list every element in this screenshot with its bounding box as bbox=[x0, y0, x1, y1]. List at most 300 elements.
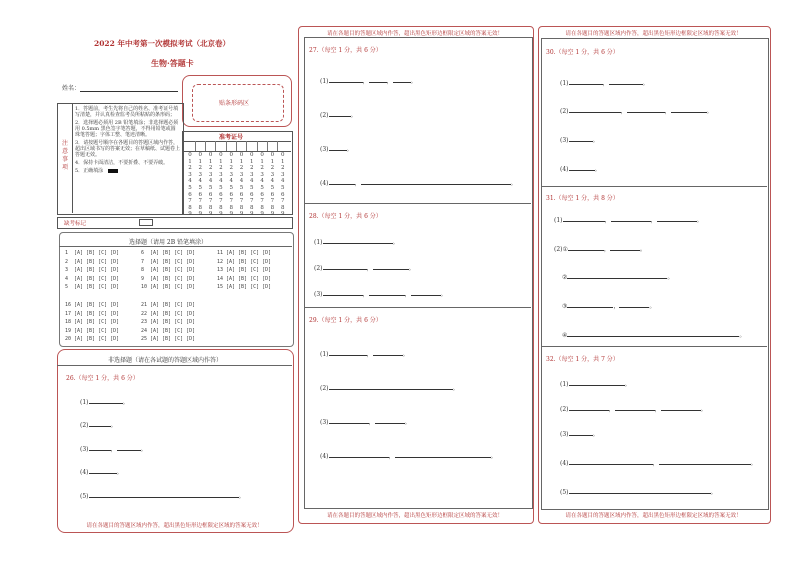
absent-checkbox[interactable] bbox=[139, 219, 153, 226]
admission-digit-cell[interactable]: 2 bbox=[280, 165, 285, 172]
choice-options[interactable]: [A] [B] [C] [D] bbox=[226, 275, 272, 282]
choice-row[interactable] bbox=[65, 311, 119, 317]
answer-blank[interactable] bbox=[329, 178, 355, 185]
admission-digit-grid bbox=[186, 152, 290, 218]
choice-options[interactable]: [A] [B] [C] [D] bbox=[74, 284, 120, 291]
admission-digit-cell[interactable]: 8 bbox=[188, 204, 192, 211]
choice-number: 4 bbox=[65, 275, 69, 282]
admission-digit-cell[interactable]: 3 bbox=[239, 171, 244, 178]
answer-blank[interactable] bbox=[563, 215, 605, 222]
admission-digit-cell[interactable]: 6 bbox=[198, 191, 203, 198]
answer-blank[interactable] bbox=[568, 244, 604, 251]
q31-header: 31.（每空 1 分，共 8 分） bbox=[546, 195, 619, 202]
answer-blank[interactable] bbox=[395, 451, 491, 458]
q26-line-5: (5) 。 bbox=[80, 493, 245, 500]
q27-header: 27.（每空 1 分，共 6 分） bbox=[309, 47, 382, 54]
admission-digit-cell[interactable]: 1 bbox=[250, 158, 254, 165]
choice-number: 3 bbox=[65, 267, 69, 274]
admission-digit-cell[interactable]: 8 bbox=[260, 204, 264, 211]
q27-line-2: (2) 。 bbox=[320, 112, 357, 119]
admission-digit-cell[interactable]: 4 bbox=[219, 178, 223, 185]
warning-middle-bottom: 请在各题目的答题区域内作答，超出黑色矩形边框限定区域的答案无效！ bbox=[326, 513, 503, 519]
admission-digit-cell[interactable]: 1 bbox=[188, 158, 192, 165]
choice-row[interactable] bbox=[141, 328, 195, 334]
admission-column-line bbox=[246, 141, 247, 151]
choice-row[interactable] bbox=[65, 328, 119, 334]
answer-blank[interactable] bbox=[369, 76, 387, 83]
admission-digit-cell[interactable]: 9 bbox=[208, 211, 213, 218]
admission-digit-column bbox=[227, 152, 235, 218]
admission-digit-cell[interactable]: 3 bbox=[188, 171, 192, 178]
q26-line-3: (3) ， 。 bbox=[80, 446, 147, 453]
admission-digit-cell[interactable]: 4 bbox=[188, 178, 192, 185]
admission-digit-cell[interactable]: 9 bbox=[270, 211, 275, 218]
choice-number: 11 bbox=[217, 250, 224, 256]
choice-number: 23 bbox=[141, 319, 148, 326]
absent-row bbox=[57, 217, 293, 229]
admission-digit-cell[interactable]: 4 bbox=[239, 178, 244, 185]
admission-digit-column bbox=[279, 152, 287, 218]
notes-item: 1．答题前，考生先将自己的姓名、准考证号填写清楚，并认真检查监考员所粘贴的条形码； bbox=[75, 106, 179, 118]
admission-digit-cell[interactable]: 2 bbox=[270, 165, 275, 172]
admission-digit-cell[interactable]: 6 bbox=[250, 191, 254, 198]
answer-blank[interactable] bbox=[329, 110, 351, 117]
choice-options[interactable]: [A] [B] [C] [D] bbox=[150, 336, 196, 343]
answer-blank[interactable] bbox=[393, 76, 411, 83]
admission-digit-cell[interactable]: 7 bbox=[260, 198, 264, 205]
answer-blank[interactable] bbox=[569, 379, 625, 386]
choice-row[interactable] bbox=[65, 276, 119, 282]
choice-number: 1 bbox=[65, 250, 69, 256]
admission-digit-cell[interactable]: 6 bbox=[219, 191, 223, 198]
choice-number: 15 bbox=[217, 284, 224, 291]
admission-column-line bbox=[267, 141, 268, 151]
admission-digit-cell[interactable]: 3 bbox=[229, 171, 233, 178]
admission-digit-cell[interactable]: 0 bbox=[260, 152, 264, 158]
admission-digit-cell[interactable]: 0 bbox=[280, 152, 285, 158]
answer-blank[interactable] bbox=[569, 404, 609, 411]
admission-digit-cell[interactable]: 9 bbox=[188, 211, 192, 218]
admission-digit-cell[interactable]: 4 bbox=[270, 178, 275, 185]
choice-row[interactable] bbox=[141, 267, 195, 273]
admission-digit-cell[interactable]: 3 bbox=[260, 171, 264, 178]
notes-label: 注意事项 bbox=[62, 140, 69, 171]
admission-digit-cell[interactable]: 5 bbox=[250, 184, 254, 191]
admission-digit-cell[interactable]: 1 bbox=[208, 158, 213, 165]
admission-digit-cell[interactable]: 3 bbox=[219, 171, 223, 178]
exam-title: 2022 年中考第一次模拟考试（北京卷） bbox=[94, 39, 230, 48]
q28-divider bbox=[304, 307, 531, 308]
admission-digit-cell[interactable]: 1 bbox=[280, 158, 285, 165]
admission-digit-cell[interactable]: 2 bbox=[188, 165, 192, 172]
admission-digit-cell[interactable]: 7 bbox=[219, 198, 223, 205]
choice-row[interactable] bbox=[217, 259, 271, 265]
admission-digit-cell[interactable]: 4 bbox=[260, 178, 264, 185]
q31-line-1: (1) ， ， 。 bbox=[554, 217, 703, 224]
choice-options[interactable]: [A] [B] [C] [D] bbox=[226, 250, 272, 256]
notes-item-fill-example bbox=[75, 168, 180, 174]
q26-header: 26.（每空 1 分，共 6 分） bbox=[66, 375, 139, 382]
choice-options[interactable]: [A] [B] [C] [D] bbox=[226, 267, 272, 274]
admission-digit-cell[interactable]: 8 bbox=[229, 204, 233, 211]
answer-blank[interactable] bbox=[657, 215, 697, 222]
answer-blank[interactable] bbox=[329, 76, 363, 83]
q28-header: 28.（每空 1 分，共 6 分） bbox=[309, 213, 382, 220]
choice-row[interactable] bbox=[65, 302, 119, 308]
choice-options[interactable]: [A] [B] [C] [D] bbox=[150, 284, 196, 291]
q29-line-4: (4) ， 。 bbox=[320, 453, 497, 460]
admission-digit-cell[interactable]: 3 bbox=[280, 171, 285, 178]
admission-digit-cell[interactable]: 3 bbox=[250, 171, 254, 178]
admission-digit-cell[interactable]: 2 bbox=[260, 165, 264, 172]
answer-blank[interactable] bbox=[329, 417, 369, 424]
admission-digit-cell[interactable]: 9 bbox=[250, 211, 254, 218]
barcode-label: 贴条形码区 bbox=[219, 100, 250, 107]
admission-digit-cell[interactable]: 2 bbox=[239, 165, 244, 172]
q29-line-1: (1) ， 。 bbox=[320, 351, 409, 358]
q31-line-2: (2)① ， 。 bbox=[554, 246, 646, 253]
admission-digit-cell[interactable]: 6 bbox=[208, 191, 213, 198]
choice-number: 14 bbox=[217, 275, 224, 282]
answer-blank[interactable] bbox=[611, 215, 651, 222]
answer-blank[interactable] bbox=[369, 289, 405, 296]
q30-line-4: (4) 。 bbox=[560, 166, 601, 173]
answer-blank[interactable] bbox=[569, 135, 593, 142]
admission-digit-column bbox=[207, 152, 215, 218]
answer-blank[interactable] bbox=[569, 106, 621, 113]
admission-digit-cell[interactable]: 4 bbox=[250, 178, 254, 185]
admission-digit-cell[interactable]: 1 bbox=[270, 158, 275, 165]
answer-blank[interactable] bbox=[323, 289, 363, 296]
admission-digit-cell[interactable]: 8 bbox=[270, 204, 275, 211]
answer-blank[interactable] bbox=[610, 244, 640, 251]
q30-header: 30.（每空 1 分，共 6 分） bbox=[546, 49, 619, 56]
choice-row[interactable] bbox=[65, 267, 119, 273]
admission-digit-cell[interactable]: 7 bbox=[208, 198, 213, 205]
admission-digit-cell[interactable]: 2 bbox=[208, 165, 213, 172]
choice-number: 8 bbox=[141, 267, 145, 274]
admission-digit-cell[interactable]: 0 bbox=[250, 152, 254, 158]
choice-options[interactable]: [A] [B] [C] [D] bbox=[74, 302, 120, 308]
admission-digit-cell[interactable]: 8 bbox=[219, 204, 223, 211]
admission-digit-cell[interactable]: 5 bbox=[198, 184, 203, 191]
admission-digit-cell[interactable]: 6 bbox=[260, 191, 264, 198]
choice-number: 2 bbox=[65, 258, 69, 265]
admission-digit-cell[interactable]: 7 bbox=[250, 198, 254, 205]
choice-options[interactable]: [A] [B] [C] [D] bbox=[74, 319, 120, 326]
admission-digit-cell[interactable]: 8 bbox=[280, 204, 285, 211]
answer-blank[interactable] bbox=[89, 420, 111, 427]
notes-item: 5．正确填涂 bbox=[75, 168, 104, 174]
choice-row[interactable] bbox=[141, 311, 195, 317]
admission-digit-cell[interactable]: 4 bbox=[280, 178, 285, 185]
admission-digit-cell[interactable]: 5 bbox=[219, 184, 223, 191]
answer-blank[interactable] bbox=[659, 458, 751, 465]
answer-blank[interactable] bbox=[619, 301, 649, 308]
answer-blank[interactable] bbox=[89, 467, 117, 474]
answer-blank[interactable] bbox=[361, 178, 511, 185]
choice-number: 9 bbox=[141, 275, 145, 282]
choice-row[interactable] bbox=[141, 259, 195, 265]
answer-blank[interactable] bbox=[609, 78, 643, 85]
admission-digit-cell[interactable]: 0 bbox=[219, 152, 223, 158]
answer-blank[interactable] bbox=[375, 417, 405, 424]
choice-options[interactable]: [A] [B] [C] [D] bbox=[74, 267, 120, 274]
admission-digit-cell[interactable]: 9 bbox=[229, 211, 233, 218]
admission-digit-cell[interactable]: 0 bbox=[198, 152, 203, 158]
choice-row[interactable] bbox=[141, 302, 195, 308]
choice-row[interactable] bbox=[65, 259, 119, 265]
admission-digit-cell[interactable]: 3 bbox=[270, 171, 275, 178]
choice-number: 18 bbox=[65, 319, 72, 326]
choice-options[interactable]: [A] [B] [C] [D] bbox=[74, 250, 120, 256]
q27-line-3: (3) 。 bbox=[320, 146, 353, 153]
admission-digit-cell[interactable]: 4 bbox=[198, 178, 203, 185]
admission-digit-cell[interactable]: 5 bbox=[239, 184, 244, 191]
q32-line-3: (3) 。 bbox=[560, 431, 599, 438]
answer-blank[interactable] bbox=[329, 451, 389, 458]
choice-number: 17 bbox=[65, 310, 72, 317]
admission-column-line bbox=[215, 141, 216, 151]
answer-blank[interactable] bbox=[411, 289, 441, 296]
admission-digit-cell[interactable]: 5 bbox=[229, 184, 233, 191]
q31-divider bbox=[541, 346, 767, 347]
choice-row[interactable] bbox=[65, 250, 119, 256]
admission-digit-cell[interactable]: 5 bbox=[270, 184, 275, 191]
q32-line-5: (5) 。 bbox=[560, 489, 717, 496]
admission-digit-cell[interactable]: 8 bbox=[239, 204, 244, 211]
choice-row[interactable] bbox=[141, 284, 195, 290]
choice-grid bbox=[65, 250, 290, 345]
admission-digit-cell[interactable]: 1 bbox=[239, 158, 244, 165]
middle-inner-box bbox=[304, 37, 533, 509]
choice-options[interactable]: [A] [B] [C] [D] bbox=[150, 302, 196, 308]
choice-row[interactable] bbox=[65, 336, 119, 342]
choice-row[interactable] bbox=[141, 276, 195, 282]
admission-digit-cell[interactable]: 0 bbox=[270, 152, 275, 158]
answer-blank[interactable] bbox=[117, 444, 141, 451]
choice-options[interactable]: [A] [B] [C] [D] bbox=[150, 267, 196, 274]
admission-digit-cell[interactable]: 4 bbox=[208, 178, 213, 185]
q31-line-5: ④ 。 bbox=[562, 332, 746, 339]
choice-number: 22 bbox=[141, 310, 148, 317]
choice-options[interactable]: [A] [B] [C] [D] bbox=[74, 258, 120, 265]
admission-digit-cell[interactable]: 2 bbox=[219, 165, 223, 172]
name-field[interactable] bbox=[80, 91, 178, 92]
choice-options[interactable]: [A] [B] [C] [D] bbox=[150, 250, 196, 256]
admission-digit-cell[interactable]: 6 bbox=[270, 191, 275, 198]
choice-row[interactable] bbox=[217, 276, 271, 282]
answer-blank[interactable] bbox=[329, 383, 453, 390]
choice-number: 12 bbox=[217, 258, 224, 265]
q31-line-4: ③ ， 。 bbox=[562, 303, 656, 310]
q29-line-2: (2) 。 bbox=[320, 385, 459, 392]
answer-blank[interactable] bbox=[627, 106, 665, 113]
choice-options[interactable]: [A] [B] [C] [D] bbox=[150, 275, 196, 282]
choice-row[interactable] bbox=[217, 250, 271, 256]
admission-digit-cell[interactable]: 7 bbox=[239, 198, 244, 205]
choice-number: 20 bbox=[65, 336, 72, 343]
choice-number: 7 bbox=[141, 258, 145, 265]
answer-blank[interactable] bbox=[89, 397, 123, 404]
q30-line-2: (2) ， ， 。 bbox=[560, 108, 713, 115]
admission-digit-column bbox=[268, 152, 276, 218]
warning-left: 请在各题目的答题区域内作答，超出黑色矩形边框限定区域的答案无效！ bbox=[86, 523, 263, 529]
choice-row[interactable] bbox=[65, 284, 119, 290]
admission-digit-cell[interactable]: 1 bbox=[219, 158, 223, 165]
q30-divider bbox=[541, 186, 767, 187]
answer-blank[interactable] bbox=[615, 404, 655, 411]
admission-digit-cell[interactable]: 2 bbox=[198, 165, 203, 172]
admission-digit-cell[interactable]: 2 bbox=[229, 165, 233, 172]
notes-item: 2．选择题必须用 2B 铅笔填涂；非选择题必须用 0.5mm 黑色签字笔答题，不得用铅笔或圆珠笔答题；字体工整、笔迹清晰。 bbox=[75, 120, 179, 138]
admission-column-line bbox=[226, 141, 227, 151]
answer-blank[interactable] bbox=[671, 106, 707, 113]
admission-digit-cell[interactable]: 3 bbox=[198, 171, 203, 178]
answer-blank[interactable] bbox=[323, 237, 393, 244]
admission-digit-cell[interactable]: 0 bbox=[208, 152, 213, 158]
choice-number: 24 bbox=[141, 327, 148, 334]
choice-row[interactable] bbox=[141, 319, 195, 325]
q27-line-4: (4) ， 。 bbox=[320, 180, 517, 187]
answer-blank[interactable] bbox=[569, 429, 593, 436]
q28-line-2: (2) ， 。 bbox=[314, 265, 415, 272]
admission-digit-cell[interactable]: 1 bbox=[260, 158, 264, 165]
notes-item: 3．请按题号顺序在各题目的答题区域内作答，超出区域书写的答案无效；在草稿纸、试题卷上答题无效。 bbox=[75, 140, 181, 158]
admission-digit-cell[interactable]: 7 bbox=[198, 198, 203, 205]
answer-blank[interactable] bbox=[567, 301, 613, 308]
answer-blank[interactable] bbox=[323, 263, 367, 270]
answer-blank[interactable] bbox=[569, 164, 595, 171]
nonchoice-title-line bbox=[57, 365, 292, 366]
q30-line-3: (3) 。 bbox=[560, 137, 599, 144]
absent-label: 缺考标记 bbox=[64, 221, 87, 227]
choice-options[interactable]: [A] [B] [C] [D] bbox=[74, 310, 120, 317]
admission-digit-cell[interactable]: 1 bbox=[198, 158, 203, 165]
q28-line-3: (3) ， ， 。 bbox=[314, 291, 447, 298]
admission-digit-column bbox=[196, 152, 204, 218]
answer-blank[interactable] bbox=[89, 444, 111, 451]
admission-digit-cell[interactable]: 0 bbox=[188, 152, 192, 158]
admission-digit-cell[interactable]: 9 bbox=[219, 211, 223, 218]
admission-digit-column bbox=[186, 152, 194, 218]
q32-line-1: (1) 。 bbox=[560, 381, 631, 388]
admission-digit-cell[interactable]: 5 bbox=[188, 184, 192, 191]
choice-options[interactable]: [A] [B] [C] [D] bbox=[150, 327, 196, 334]
choice-options[interactable]: [A] [B] [C] [D] bbox=[150, 319, 196, 326]
choice-number: 25 bbox=[141, 336, 148, 343]
admission-digit-cell[interactable]: 8 bbox=[198, 204, 203, 211]
answer-blank[interactable] bbox=[373, 349, 403, 356]
choice-options[interactable]: [A] [B] [C] [D] bbox=[226, 258, 272, 265]
admission-digit-cell[interactable]: 9 bbox=[260, 211, 264, 218]
admission-digit-column bbox=[238, 152, 246, 218]
answer-blank[interactable] bbox=[329, 144, 347, 151]
admission-digit-cell[interactable]: 8 bbox=[250, 204, 254, 211]
q26-line-1: (1) 。 bbox=[80, 399, 129, 406]
q31-line-3: ② 。 bbox=[562, 274, 674, 281]
admission-digit-cell[interactable]: 0 bbox=[239, 152, 244, 158]
choice-options[interactable]: [A] [B] [C] [D] bbox=[74, 336, 120, 343]
admission-digit-cell[interactable]: 5 bbox=[280, 184, 285, 191]
admission-digit-cell[interactable]: 7 bbox=[280, 198, 285, 205]
admission-digit-cell[interactable]: 8 bbox=[208, 204, 213, 211]
answer-blank[interactable] bbox=[569, 78, 603, 85]
answer-blank[interactable] bbox=[569, 458, 653, 465]
admission-digit-cell[interactable]: 7 bbox=[270, 198, 275, 205]
admission-digit-cell[interactable]: 6 bbox=[229, 191, 233, 198]
answer-blank[interactable] bbox=[89, 491, 239, 498]
admission-digit-cell[interactable]: 0 bbox=[229, 152, 233, 158]
answer-blank[interactable] bbox=[329, 349, 367, 356]
answer-blank[interactable] bbox=[567, 330, 739, 337]
choice-row[interactable] bbox=[217, 267, 271, 273]
sheet-subtitle: 生物·答题卡 bbox=[151, 58, 194, 68]
answer-blank[interactable] bbox=[567, 272, 667, 279]
q26-line-2: (2) 。 bbox=[80, 422, 117, 429]
warning-right-bottom: 请在各题目的答题区域内作答，超出黑色矩形边框限定区域的答案无效！ bbox=[565, 513, 742, 519]
choice-number: 16 bbox=[65, 302, 72, 308]
choice-options[interactable]: [A] [B] [C] [D] bbox=[150, 310, 196, 317]
admission-digit-cell[interactable]: 6 bbox=[188, 191, 192, 198]
admission-digit-cell[interactable]: 5 bbox=[208, 184, 213, 191]
admission-digit-cell[interactable]: 9 bbox=[239, 211, 244, 218]
q28-line-1: (1) 。 bbox=[314, 239, 399, 246]
choice-title-line bbox=[59, 246, 292, 247]
admission-digit-cell[interactable]: 5 bbox=[260, 184, 264, 191]
q29-line-3: (3) ， 。 bbox=[320, 419, 411, 426]
choice-number: 10 bbox=[141, 284, 148, 291]
q32-line-2: (2) ， ， 。 bbox=[560, 406, 707, 413]
answer-blank[interactable] bbox=[373, 263, 409, 270]
admission-digit-cell[interactable]: 9 bbox=[280, 211, 285, 218]
notes-divider bbox=[72, 103, 73, 213]
q32-header: 32.（每空 1 分，共 7 分） bbox=[546, 356, 619, 363]
admission-digit-cell[interactable]: 2 bbox=[250, 165, 254, 172]
admission-digit-cell[interactable]: 6 bbox=[239, 191, 244, 198]
choice-row[interactable] bbox=[141, 336, 195, 342]
name-label: 姓名： bbox=[62, 85, 81, 92]
admission-digit-cell[interactable]: 9 bbox=[198, 211, 203, 218]
choice-number: 13 bbox=[217, 267, 224, 274]
choice-options[interactable]: [A] [B] [C] [D] bbox=[226, 284, 272, 291]
choice-row[interactable] bbox=[141, 250, 195, 256]
filled-mark-icon bbox=[108, 169, 118, 173]
admission-digit-cell[interactable]: 1 bbox=[229, 158, 233, 165]
admission-column-line bbox=[236, 141, 237, 151]
choice-options[interactable]: [A] [B] [C] [D] bbox=[150, 258, 196, 265]
admission-digit-column bbox=[248, 152, 256, 218]
admission-label: 准考证号 bbox=[219, 134, 244, 141]
admission-digit-cell[interactable]: 7 bbox=[229, 198, 233, 205]
q30-line-1: (1) ， 。 bbox=[560, 80, 649, 87]
choice-options[interactable]: [A] [B] [C] [D] bbox=[74, 327, 120, 334]
answer-blank[interactable] bbox=[569, 487, 711, 494]
answer-blank[interactable] bbox=[661, 404, 701, 411]
choice-options[interactable]: [A] [B] [C] [D] bbox=[74, 275, 120, 282]
choice-row[interactable] bbox=[217, 284, 271, 290]
admission-digit-column bbox=[217, 152, 225, 218]
nonchoice-title: 非选择题（请在各试题的答题区域内作答） bbox=[108, 357, 223, 364]
admission-digit-cell[interactable]: 6 bbox=[280, 191, 285, 198]
choice-row[interactable] bbox=[65, 319, 119, 325]
admission-column-line bbox=[257, 141, 258, 151]
admission-digit-column bbox=[258, 152, 266, 218]
admission-digit-cell[interactable]: 7 bbox=[188, 198, 192, 205]
choice-number: 21 bbox=[141, 302, 148, 308]
admission-digit-cell[interactable]: 3 bbox=[208, 171, 213, 178]
admission-digit-cell[interactable]: 4 bbox=[229, 178, 233, 185]
